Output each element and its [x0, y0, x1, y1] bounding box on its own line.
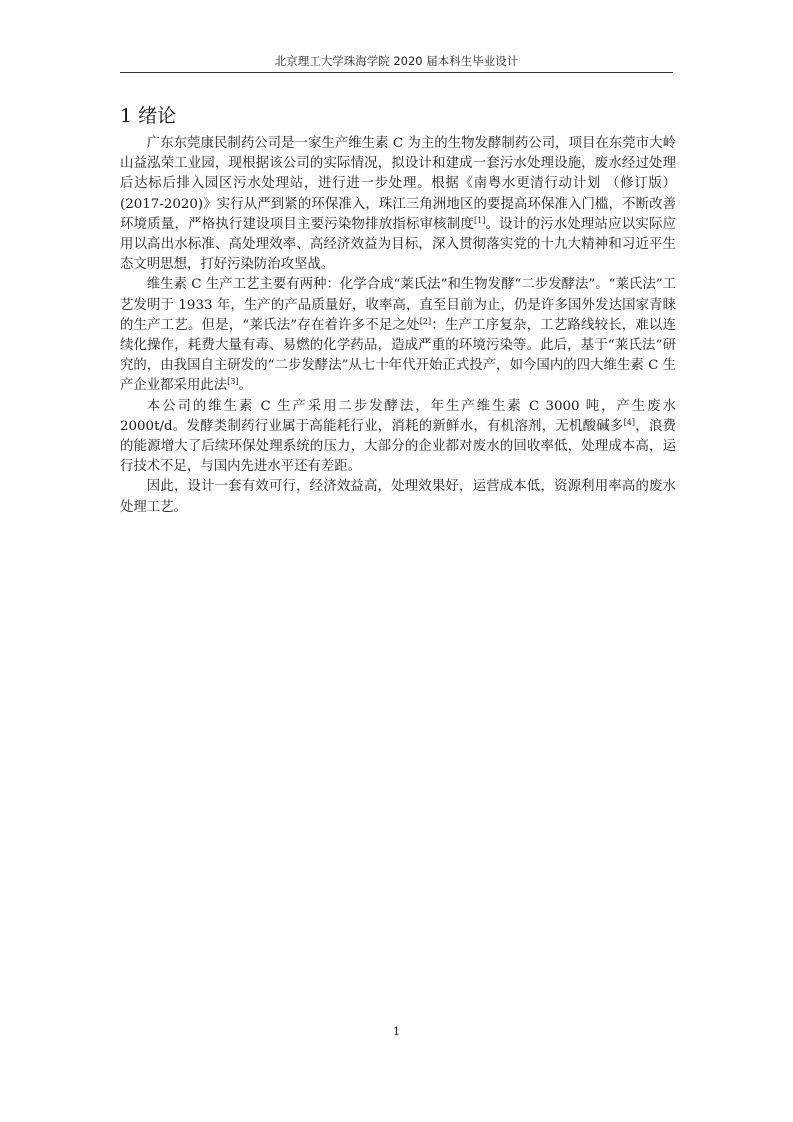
body-text	[120, 134, 676, 518]
paragraph-2	[120, 275, 676, 396]
header-divider	[120, 72, 673, 73]
citation-4: [4]	[623, 417, 636, 427]
paragraph-1-text: 广东东莞康民制药公司是一家生产维生素 C 为主的生物发酵制药公司，项目在东莞市大岭山益泓荣工业园，现根据该公司的实际情况，拟设计和建成一套污水处理设施，废水经过处理后达标后排入园区污水处理站，进行进一步处理。根据《南粤水更清行动计划 （修订版）(2017-2020)》实行从严到紧的环保准入，珠江三角洲地区的要提高环保准入门槛，不断改善环境质量，严格执行建设项目主要污染物排放指标审核制度	[120, 136, 676, 232]
paragraph-2-tail-end: 。	[238, 378, 252, 394]
section-title: 1 绪论	[120, 105, 177, 127]
paragraph-4	[120, 477, 676, 517]
paragraph-3	[120, 397, 676, 478]
page-number: 1	[392, 1024, 401, 1038]
citation-1: [1]	[474, 215, 486, 225]
citation-2: [2]	[419, 316, 432, 326]
paragraph-2-text: 维生素 C 生产工艺主要有两种：化学合成“莱氏法”和生物发酵“二步发酵法”。“莱氏法”工艺发明于 1933 年，生产的产品质量好，收率高，直至目前为止，仍是许多国外发达国家青睐的生产工艺。但是，“莱氏法”存在着许多不足之处	[120, 277, 676, 333]
paragraph-3-text: 本公司的维生素 C 生产采用二步发酵法，年生产维生素 C 3000 吨，产生废水 2000t/d。发酵类制药行业属于高能耗行业，消耗的新鲜水，有机溶剂，无机酸碱多	[120, 398, 676, 434]
citation-3: [3]	[227, 377, 239, 387]
paragraph-1-tail: 。设计的污水处理站应以实际应用以高出水标准、高处理效率、高经济效益为目标，深入贯彻落实党的十九大精神和习近平生态文明思想，打好污染防治攻坚战。	[120, 216, 677, 273]
paragraph-3-tail: ，浪费的能源增大了后续环保处理系统的压力，大部分的企业都对废水的回收率低，处理成本高，运行技术不足，与国内先进水平还有差距。	[120, 418, 677, 475]
paragraph-2-tail: ：生产工序复杂，工艺路线较长，难以连续化操作，耗费大量有毒、易燃的化学药品，造成严重的环境污染等。此后，基于“莱氏法”研究的，由我国自主研发的“二步发酵法”从七十年代开始正式投产，如今国内的四大维生素 C 生产企业都采用此法	[120, 317, 676, 394]
paragraph-1	[120, 134, 676, 275]
page-header: 北京理工大学珠海学院 2020 届本科生毕业设计	[274, 54, 519, 68]
paragraph-4-text: 因此，设计一套有效可行，经济效益高，处理效果好，运营成本低，资源利用率高的废水处理工艺。	[120, 479, 676, 515]
